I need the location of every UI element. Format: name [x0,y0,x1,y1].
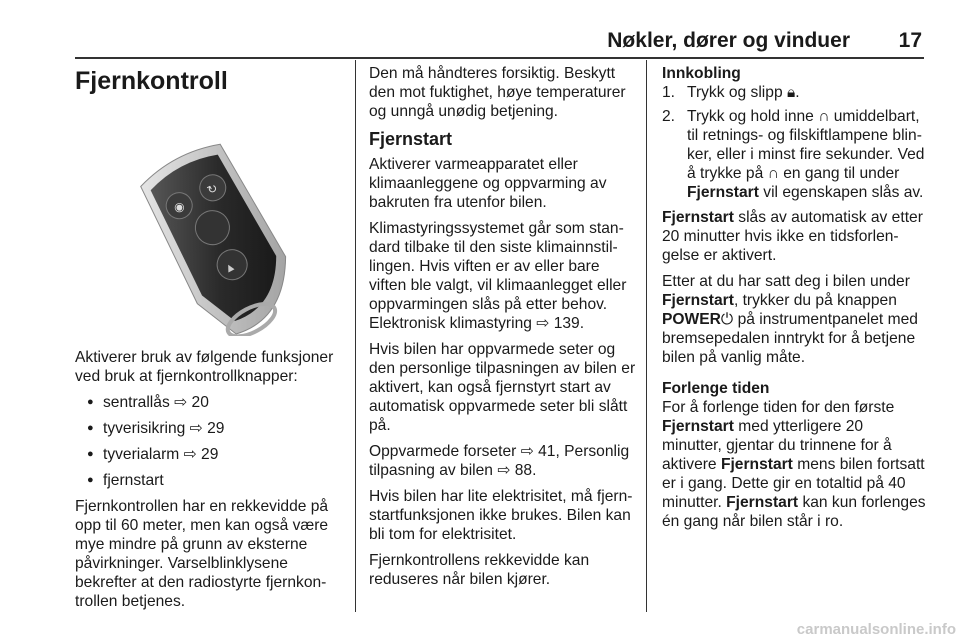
ref-arrow-icon: ⇨ [189,420,203,437]
paragraph: Hvis bilen har oppvarmede seter og den personlige tilpasningen av bilen er aktivert, kan også fjernstyrt start av automatisk oppvarmede seter bli slått på. [369,341,636,434]
list-item-text: fjernstart [103,472,164,489]
svg-text:◉: ◉ [171,198,187,216]
watermark: carmanualsonline.info [796,621,956,638]
svg-text:▲: ▲ [224,262,236,275]
ref-arrow-icon: ⇨ [497,462,511,479]
ref-arrow-icon: ⇨ [174,394,188,411]
header-rule [75,57,924,59]
paragraph: Klimastyringssystemet går som standard tilbake til den siste klimainnstillingen. Hvis viften er av eller bare viften ble valgt, vil klimaanlegget eller oppvarmingen slås på etter behov. Elektronisk klimastyring ⇨ 139. [369,220,627,332]
intro-text: Aktiverer bruk av følgende funksjoner ved bruk at fjernkontrollknapper: [75,349,334,385]
ref-arrow-icon: ⇨ [520,443,534,460]
page-ref[interactable]: 20 [191,394,209,411]
list-item [75,393,345,412]
activation-title: Innkobling [662,65,741,82]
column-1 [75,64,345,618]
paragraph: Etter at du har satt deg i bilen under Fjernstart, trykker du på knappen POWER⏻ på instrumentpanelet med bremsepedalen inntrykt for å betjene bilen på vanlig måte. [662,273,918,366]
step-number: 1. [662,84,676,101]
page-ref[interactable]: 29 [201,446,219,463]
column-2 [369,64,639,596]
key-fob-illustration [78,136,348,336]
key-fob-figure [78,136,348,336]
paragraph: Fjernstart slås av automatisk av etter 20 minutter hvis ikke en tidsforlengelse er aktivert. [662,209,923,264]
ref-arrow-icon: ⇨ [183,446,197,463]
activation-steps [662,83,926,202]
list-item-text: tyverialarm [103,446,180,463]
page-header-title: Nøkler, dører og vinduer [607,29,850,52]
step-number: 2. [662,108,676,125]
section-title: Fjernkontroll [75,67,228,95]
remote-start-icon: ∩ [767,165,779,182]
column-divider-2 [646,60,647,612]
paragraph: Oppvarmede forseter ⇨ 41, Personlig tilpasning av bilen ⇨ 88. [369,443,630,479]
page-number: 17 [898,29,922,52]
handling-text: Den må håndteres forsiktig. Beskytt den mot fuktighet, høye temperaturer og unngå unødig betjening. [369,65,626,120]
page-ref[interactable]: 88. [514,462,537,479]
page-ref[interactable]: 41, Personlig tilpasning av bilen [369,443,630,479]
list-item [75,445,345,464]
lock-icon: 🔒︎ [786,84,796,101]
subsection-title: Fjernstart [369,129,453,149]
step-item: 2. Trykk og hold inne ∩ umiddelbart, til retnings- og filskiftlampene blinker, eller i minst fire sekunder. Ved å trykke på ∩ en gang til under Fjernstart vil egenskapen slås av. [662,108,925,201]
paragraph: For å forlenge tiden for den første Fjernstart med ytterligere 20 minutter, gjentar du trinnene for å aktivere Fjernstart mens bilen fortsatt er i gang. Dette gir en totaltid på 40 minutter. Fjernstart kan kun forlenges én gang når bilen står i ro. [662,399,926,530]
paragraph: Hvis bilen har lite elektrisitet, må fjernstartfunksjonen ikke brukes. Bilen kan bli tom for elektrisitet. [369,488,633,543]
ref-arrow-icon: ⇨ [536,315,550,332]
step-item: 1. Trykk og slipp 🔒︎. [662,84,800,101]
feature-list [75,393,345,490]
svg-text:↻: ↻ [204,180,221,198]
column-3 [662,64,926,538]
paragraph: Fjernkontrollens rekkevidde kan reduseres når bilen kjører. [369,552,590,588]
column-divider-1 [355,60,356,612]
paragraph: Aktiverer varmeapparatet eller klimaanleggene og oppvarming av bakruten fra utenfor bilen. [369,156,607,211]
extend-title: Forlenge tiden [662,380,770,397]
list-item [75,471,345,490]
list-item-text: tyverisikring [103,420,186,437]
remote-start-icon: ∩ [818,108,830,125]
range-text: Fjernkontrollen har en rekkevidde på opp til 60 meter, men kan også være mye mindre på grunn av eksterne påvirkninger. Varselblinklysene bekrefter at den radiostyrte fjernkontrollen betjenes. [75,498,329,610]
list-item-text: sentrallås [103,394,170,411]
page-ref[interactable]: 139. [553,315,585,332]
power-icon: ⏻ [720,311,734,328]
page-ref[interactable]: 29 [207,420,225,437]
list-item [75,419,345,438]
